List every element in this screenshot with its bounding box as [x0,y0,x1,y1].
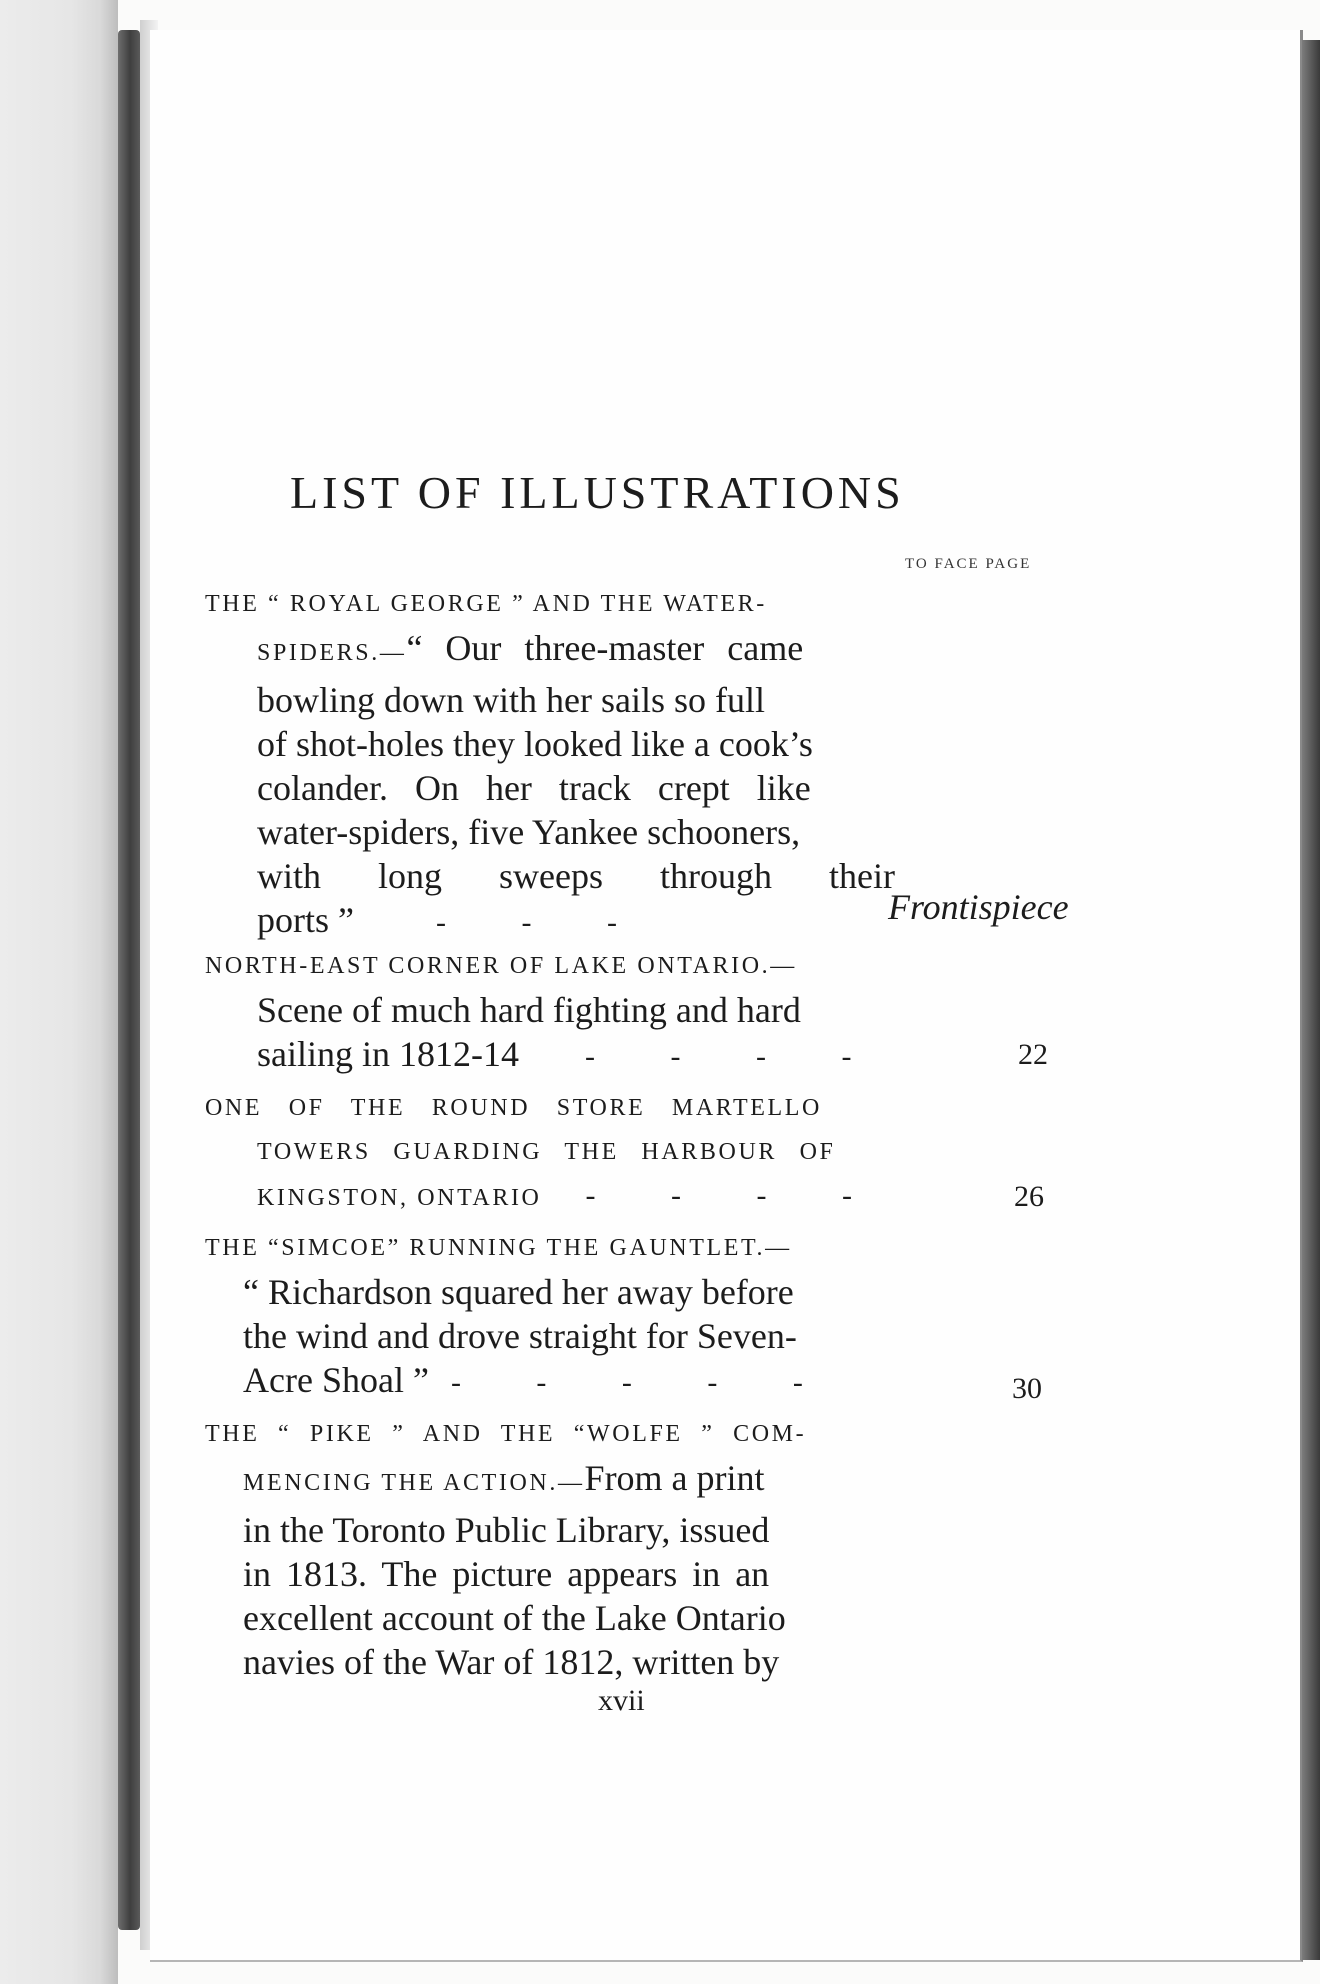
illustration-entry [205,1412,1095,1684]
entry-heading-continued: TOWERS GUARDING THE HARBOUR OF [257,1139,836,1165]
entry-text-line: bowling down with her sails so full [257,680,765,720]
entry-text-line: “ Richardson squared her away before [243,1272,794,1312]
entry-text-line: excellent account of the Lake Ontario [243,1598,786,1638]
dot-leader: - - - - [584,1040,886,1073]
entry-text-line: in 1813. The picture appears in an [243,1554,770,1594]
previous-page-edge [0,0,118,1984]
entry-text-line: in the Toronto Public Library, issued [243,1510,770,1550]
illustration-entry [205,944,1095,1079]
page-reference: 22 [1018,1038,1048,1071]
entry-heading: ONE OF THE ROUND STORE MARTELLO [205,1095,822,1121]
entry-last-line: Acre Shoal ” - - - - - [243,1360,837,1400]
illustration-entry [205,1086,1095,1220]
entry-heading: THE “ PIKE ” AND THE “WOLFE ” COM- [205,1421,807,1447]
entry-text-line: water-spiders, five Yankee schooners, [257,812,801,852]
book-edge-right [1302,40,1320,1960]
page-reference: 30 [1012,1372,1042,1405]
entry-text-line: the wind and drove straight for Seven- [243,1316,797,1356]
page-title: LIST OF ILLUSTRATIONS [290,467,905,518]
page-number: xvii [598,1684,645,1717]
dot-leader: - - - - [585,1179,886,1212]
dot-leader: - - - - - [450,1366,837,1399]
entry-heading-continued: MENCING THE ACTION.—From a print [243,1458,765,1498]
entry-last-line: sailing in 1812-14 - - - - [257,1034,886,1074]
entry-text-line: with long sweeps through their [257,856,895,896]
column-header: TO FACE PAGE [905,556,1032,572]
entry-text-line: colander. On her track crept like [257,768,811,808]
entry-text-line: navies of the War of 1812, written by [243,1642,780,1682]
entry-heading: THE “ ROYAL GEORGE ” AND THE WATER- [205,591,767,617]
entry-text-line: Scene of much hard fighting and hard [257,990,801,1030]
entry-text-line: of shot-holes they looked like a cook’s [257,724,813,764]
entry-heading-continued: SPIDERS.—“ Our three-master came [257,628,804,668]
entry-heading: THE “SIMCOE” RUNNING THE GAUNTLET.— [205,1235,792,1261]
entry-last-line: KINGSTON, ONTARIO - - - - [257,1179,886,1212]
dot-leader: - - - [435,906,651,939]
page-reference: 26 [1014,1180,1044,1213]
illustration-entry [205,1226,1095,1405]
entry-heading: NORTH-EAST CORNER OF LAKE ONTARIO.— [205,953,797,979]
entry-last-line: ports ” - - - [257,900,651,940]
book-binding [118,30,140,1930]
page-reference: Frontispiece [888,887,1069,927]
